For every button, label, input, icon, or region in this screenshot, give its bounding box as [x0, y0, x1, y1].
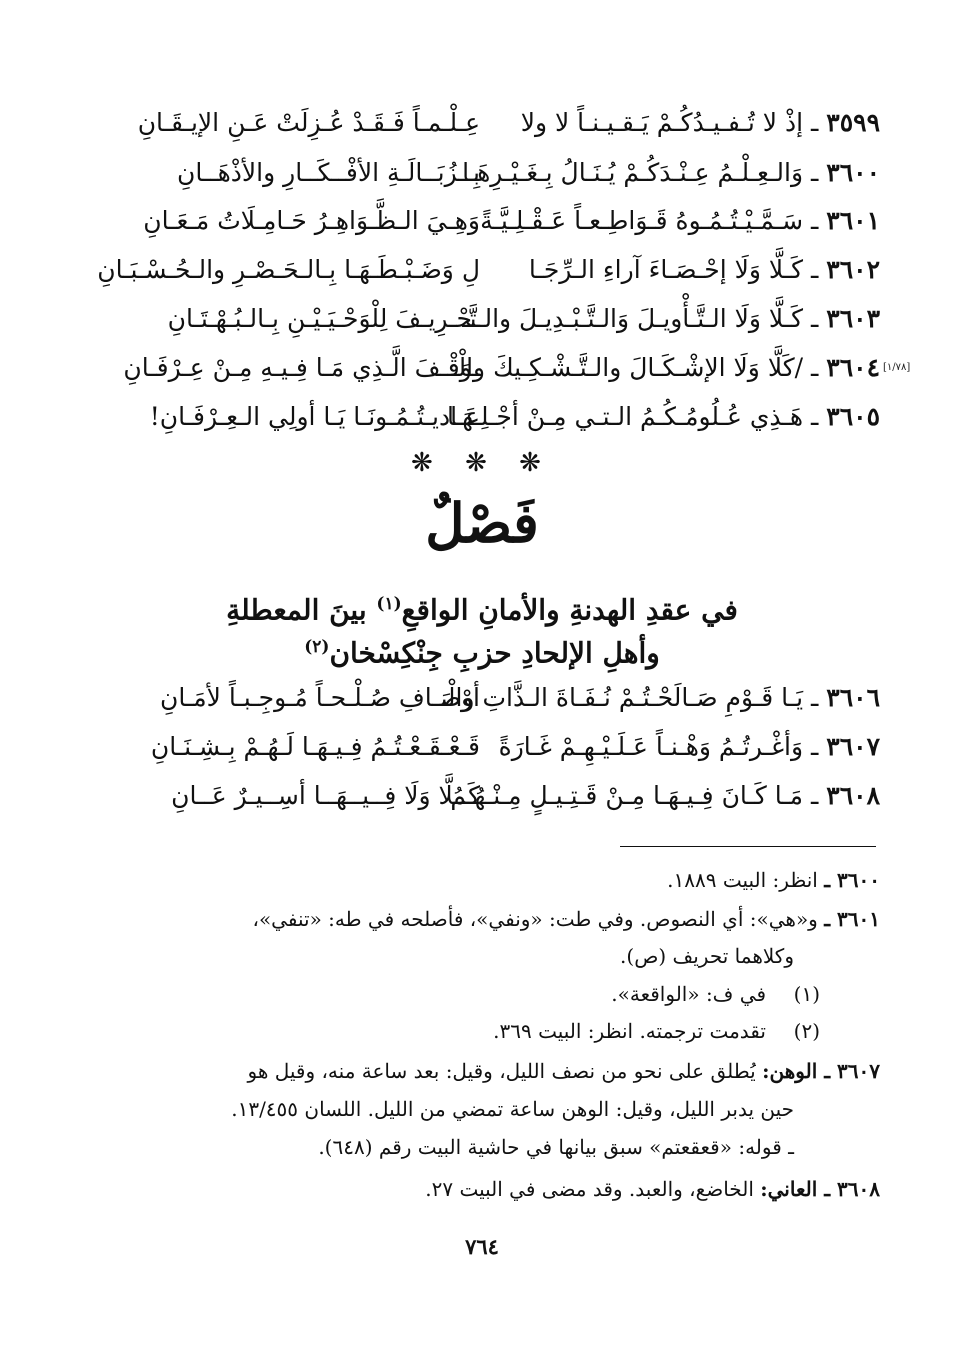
footnote-3601: ٣٦٠١ ـ و«هي»: أي النصوص. وفي طت: «ونفي»، فأصلحه في طه: «تنفي»،	[252, 907, 880, 931]
verse-second-hemistich: بِــزُبَــالَـةِ الأفْــكَــارِ والأذْهَــانِ	[176, 158, 480, 187]
verse-line	[84, 676, 880, 720]
verse-line	[84, 297, 880, 341]
footnote-3601-continued: وكلاهما تحريف (ص).	[620, 944, 794, 968]
verse-first-hemistich: ٣٦٠١ ـ سَـمَّـيْـتُـمُـوهُ قَـوَاطِـعـاً عَـقْـلِـيَّـةً	[480, 206, 880, 235]
verse-line	[84, 725, 880, 769]
verse-number: ٣٦٠٤	[826, 353, 880, 382]
verse-line	[84, 346, 880, 390]
verse-line	[84, 101, 880, 145]
verse-number: ٣٦٠٦	[826, 683, 880, 712]
verse-number: ٣٦٠٠	[826, 158, 880, 187]
margin-page-reference: [١/٧٨]	[883, 362, 911, 373]
verse-number: ٣٥٩٩	[826, 108, 880, 137]
verse-first-hemistich: ٣٦٠٦ ـ يَـا قَـوْمِ صَـالَحْـتُـمْ نُـفَـاةَ الـذَّاتِ والْـ	[440, 683, 880, 712]
verse-second-hemistich: كَــلَّا وَلَا فِــيــهَــا أسِــيـرٌ عَــانِ	[171, 781, 480, 810]
verse-line	[84, 774, 880, 818]
verse-first-hemistich: ٣٦٠٨ ـ مَـا كَـانَ فِـيـهَـا مِـنْ قَـتِـيـلٍ مِـنْـهُـمُ	[450, 781, 880, 810]
verse-second-hemistich: ـحْـرِيـفَ لِلْوَحْـيَـيْـنِ بِـالـبُـهْـتَـانِ	[167, 304, 480, 333]
footnote-2: (٢)تقدمت ترجمته. انظر: البيت ٣٦٩.	[80, 1013, 880, 1050]
footnote-ref: (١)	[376, 594, 402, 614]
footnote-3607-continued: حين يدبر الليل، وقيل: الوهن ساعة تمضي من الليل. اللسان ١٣/٤٥٥.	[231, 1097, 794, 1121]
footnote-1: (١)في ف: «الواقعة».	[80, 976, 880, 1013]
verse-number: ٣٦٠٨	[826, 781, 880, 810]
section-separator: ❋ ❋ ❋	[411, 448, 553, 478]
verse-second-hemistich: عِـلْـمـاً فَـقَـدْ عُـزِلَتْ عَـنِ الإيـقَـانِ	[137, 108, 480, 137]
verse-second-hemistich: لِ وَضَـبْـطَـهَـا بِـالـحَـصْـرِ والـحُـسْـبَـانِ	[97, 255, 480, 284]
verse-first-hemistich: ٣٦٠٣ ـ كَـلَّا وَلَا الـتَّـأْويـلَ وَالـتَّـبْـدِيـلَ والـتَّـ	[462, 304, 880, 333]
verse-line	[84, 199, 880, 243]
verse-first-hemistich: ٣٦٠٢ ـ كَـلَّا وَلَا إحْـصَـاءَ آراءِ الـرِّجَـا	[528, 255, 880, 284]
verse-first-hemistich: ٣٥٩٩ ـ إذْ لا تُـفـيـدُكُـمْ يَـقـيـنـاً لا ولا	[520, 108, 880, 137]
verse-first-hemistich: ٣٦٠٤ ـ /كَلَّا وَلَا الإشْـكَـالَ والـتَّـشْـكِـيكَ والْـ	[451, 353, 880, 382]
verse-second-hemistich: وَهِـيَ الـظَّـوَاهِـرُ حَـامِـلَاتُ مَـعَـانِ	[143, 206, 480, 235]
verse-first-hemistich: ٣٦٠٥ ـ هَـذِي عُـلُومُـكُـمُ الـتـي مِـنْ أجْـلِـهَـا	[447, 402, 880, 431]
footnote-3600: ٣٦٠٠ ـ انظر: البيت ١٨٨٩.	[667, 868, 880, 892]
verse-number: ٣٦٠٣	[826, 304, 880, 333]
page-number: ٧٦٤	[465, 1234, 499, 1259]
verse-number: ٣٦٠١	[826, 206, 880, 235]
section-title-line-1: في عقدِ الهدنةِ والأمانِ الواقعِ$^{(١)}$ بينَ المعطلةِ	[226, 593, 738, 627]
footnote-ref: (٢)	[304, 637, 330, 657]
footnote-3607-continued: ـ قوله: «قعقعتم» سبق بيانها في حاشية البيت رقم (٦٤٨).	[318, 1135, 794, 1159]
footnote-number: (٢)	[793, 1019, 820, 1043]
footnote-divider	[620, 846, 876, 847]
footnote-number: (١)	[793, 982, 820, 1006]
verse-second-hemistich: قَـعْـقَـعْـتُـمُ فِـيـهَـا لَـهُـمْ بِـشِـنَـانِ	[150, 732, 480, 761]
footnote-3607: ٣٦٠٧ ـ الوهن: يُطلق على نحو من نصف الليل، وقيل: بعد ساعة منه، وقيل هو	[247, 1059, 880, 1083]
verse-line	[84, 248, 880, 292]
verse-line	[84, 395, 880, 439]
verse-second-hemistich: عَـاديـتُـمُـونَـا يَـا أولِي الـعِـرْفَـانِ!	[149, 402, 480, 431]
verse-line	[84, 151, 880, 195]
verse-number: ٣٦٠٧	[826, 732, 880, 761]
verse-second-hemistich: ـوَقْـفَ الَّـذِي مَـا فِـيـهِ مِـنْ عِـرْفَـانِ	[123, 353, 480, 382]
verse-second-hemistich: أوْصَـافِ صُـلْـحـاً مُـوجِـبـاً لأمَـانِ	[159, 683, 480, 712]
verse-number: ٣٦٠٢	[826, 255, 880, 284]
verse-first-hemistich: ٣٦٠٧ ـ وَأغْـرتُـمُ وَهْـنـاً عَـلَـيْـهِـمْ غَـارَةً	[498, 732, 880, 761]
section-title-line-2: وأهلِ الإلحادِ حزبِ جِنْكِسْخان$^{(٢)}$	[304, 636, 660, 670]
verse-first-hemistich: ٣٦٠٠ ـ وَالـعِـلْـمُ عِـنْـدَكُـمْ يُـنَـالُ بِـغَـيْـرِهَـا	[462, 158, 880, 187]
section-heading: فَصْلٌ	[425, 491, 539, 555]
verse-number: ٣٦٠٥	[826, 402, 880, 431]
footnote-3608: ٣٦٠٨ ـ العاني: الخاضع، والعبد. وقد مضى في البيت ٢٧.	[425, 1177, 880, 1201]
